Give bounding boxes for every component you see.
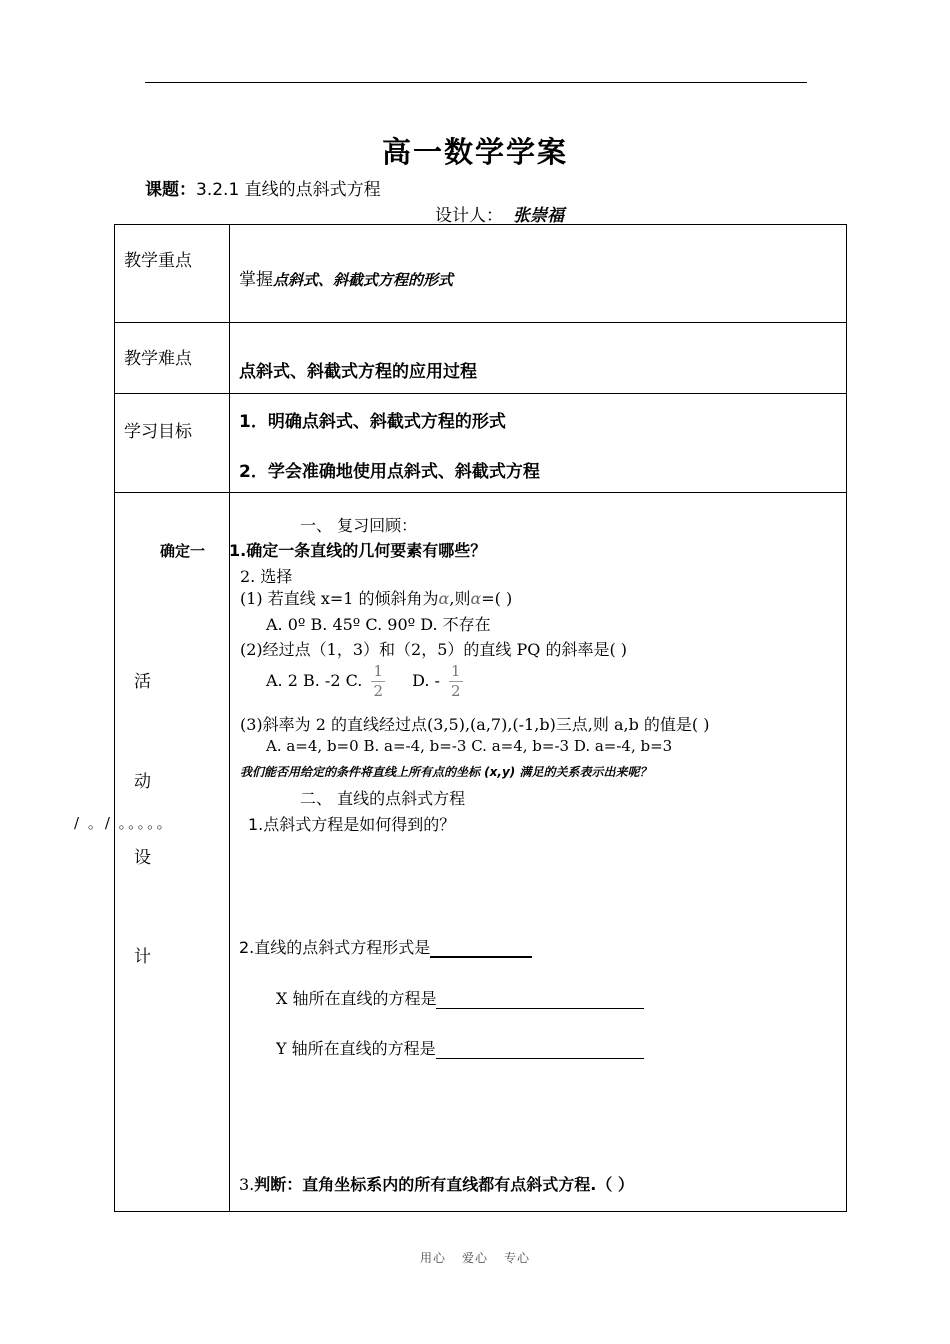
choice-q2-options [266,664,463,699]
review-heading: 一、 复习回顾： [300,516,418,535]
designer-label: 设计人： [435,206,503,226]
activity-label-char-1: 活 [134,672,151,692]
section-2-question-2 [239,935,532,958]
lesson-value: 3.2.1 直线的点斜式方程 [196,180,381,200]
key-point-content [239,265,453,290]
alpha-symbol-2: α [470,589,482,608]
activity-label-char-3: 设 [134,848,151,868]
section-2-heading: 二、 直线的点斜式方程 [300,789,466,808]
review-question-1: 1.确定一条直线的几何要素有哪些？ [229,541,487,560]
row-divider-2 [114,393,847,394]
key-point-label: 教学重点 [124,251,192,271]
answer-blank-y-axis[interactable] [436,1042,644,1059]
choice-q1-end: =( ) [481,589,513,608]
footer-text-1: 用心 [419,1251,446,1265]
side-marks: / 。/ 。。。。。 [74,814,174,832]
choice-question-1 [240,586,512,609]
y-axis-question [276,1036,644,1059]
choice-q1-mid: ,则 [449,589,471,608]
footer-text-3: 专心 [504,1251,531,1265]
answer-blank-form[interactable] [430,940,532,958]
header-rule [145,82,807,83]
lesson-line [145,175,381,200]
x-axis-text: X 轴所在直线的方程是 [276,989,437,1008]
s2-q3-number: 3. [239,1175,255,1194]
row-divider-3 [114,492,847,493]
choice-q3-options: A. a=4, b=0 B. a=-4, b=-3 C. a=4, b=-3 D. a=-4, b=3 [266,737,673,755]
alpha-symbol-1: α [438,589,450,608]
designer-name: 张崇福 [513,206,564,226]
choice-q2-options-ab: A. 2 B. -2 C. [266,671,363,690]
page-title: 高一数学学案 [381,135,568,169]
choice-q2-option-d: D. - [412,671,440,690]
side-text: 确定一 [160,542,206,560]
fraction-half-c: $\frac{1}{2}$ [373,662,383,700]
choice-question-2: (2)经过点（1，3）和（2，5）的直线 PQ 的斜率是( ) [240,640,628,659]
transition-prompt: 我们能否用给定的条件将直线上所有点的坐标 (x,y) 满足的关系表示出来呢？ [240,765,652,779]
objective-item-1: 1．明确点斜式、斜截式方程的形式 [239,412,506,432]
page-footer [0,1249,950,1266]
choice-heading: 2. 选择 [240,567,293,586]
s2-q2-text: 2.直线的点斜式方程形式是 [239,938,431,957]
objective-item-2: 2．学会准确地使用点斜式、斜截式方程 [239,462,540,482]
row-divider-1 [114,322,847,323]
key-point-prefix: 掌握 [239,270,273,290]
section-2-question-3 [239,1172,634,1195]
section-2-question-1: 1.点斜式方程是如何得到的？ [248,815,456,834]
s2-q3-text: 判断：直角坐标系内的所有直线都有点斜式方程.（ ） [254,1175,634,1194]
difficulty-label: 教学难点 [124,349,192,369]
lesson-label: 课题： [145,180,196,200]
activity-label-char-4: 计 [134,947,151,967]
fraction-half-d: $\frac{1}{2}$ [451,662,461,700]
footer-text-2: 爱心 [461,1251,488,1265]
activity-label-char-2: 动 [134,772,151,792]
difficulty-content: 点斜式、斜截式方程的应用过程 [239,362,477,382]
table-column-divider [229,224,230,1212]
y-axis-text: Y 轴所在直线的方程是 [276,1039,436,1058]
answer-blank-x-axis[interactable] [436,992,644,1009]
objectives-label: 学习目标 [124,422,192,442]
key-point-text: 点斜式、斜截式方程的形式 [273,271,454,289]
choice-q1-text: (1) 若直线 x=1 的倾斜角为 [240,589,439,608]
x-axis-question [276,986,644,1009]
designer-line [435,201,564,226]
choice-q1-options: A. 0º B. 45º C. 90º D. 不存在 [266,615,491,634]
choice-question-3: (3)斜率为 2 的直线经过点(3,5),(a,7),(-1,b)三点,则 a,b 的值是( ) [240,715,710,734]
